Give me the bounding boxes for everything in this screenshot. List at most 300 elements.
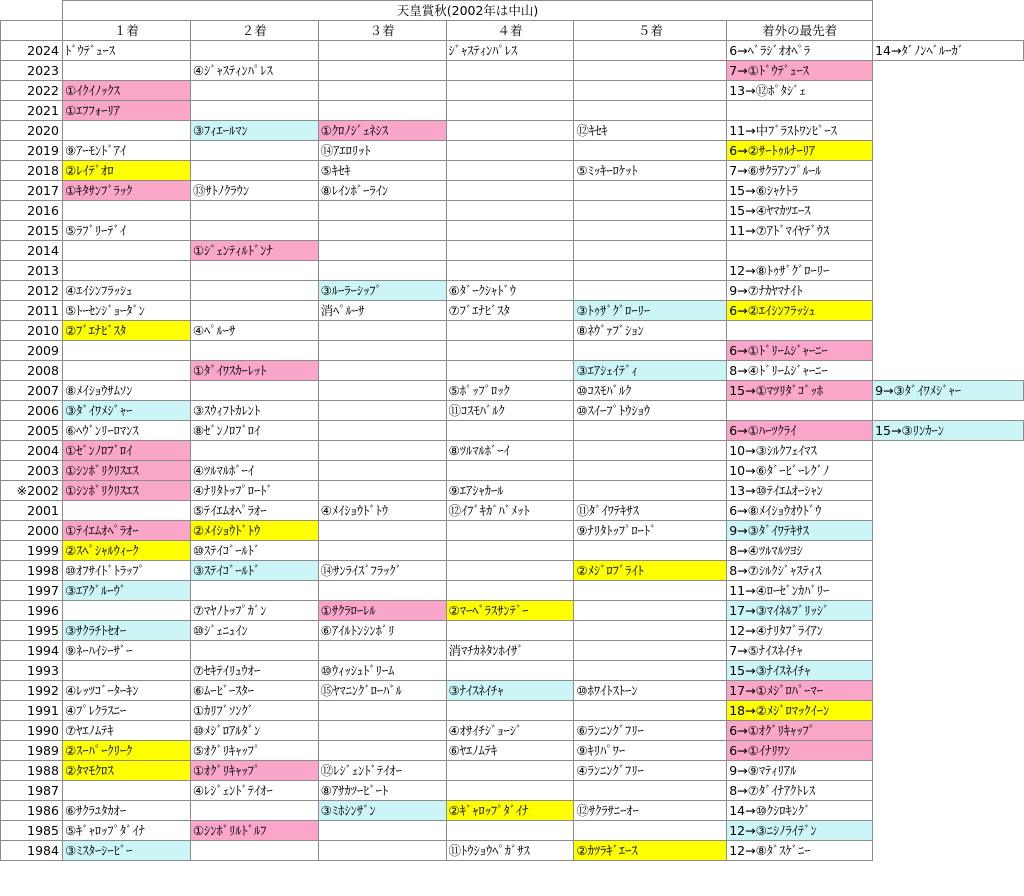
- place-5-cell[interactable]: [574, 101, 727, 121]
- place-2-cell[interactable]: ③ｽｳｨﾌﾄｶﾚﾝﾄ: [190, 401, 318, 421]
- place-3-cell[interactable]: [318, 701, 446, 721]
- year-cell[interactable]: 2011: [1, 301, 63, 321]
- place-3-cell[interactable]: [318, 481, 446, 501]
- place-3-cell[interactable]: [318, 221, 446, 241]
- place-3-cell[interactable]: [318, 581, 446, 601]
- year-cell[interactable]: 1986: [1, 801, 63, 821]
- place-4-cell[interactable]: ②ｷﾞｬﾛｯﾌﾟﾀﾞｲﾅ: [446, 801, 574, 821]
- place-2-cell[interactable]: ①ｼﾝﾎﾞﾘﾙﾄﾞﾙﾌ: [190, 821, 318, 841]
- place-2-cell[interactable]: ⑬ｻﾄﾉｸﾗｳﾝ: [190, 181, 318, 201]
- place-1-cell[interactable]: ④ｴｲｼﾝﾌﾗｯｼｭ: [62, 281, 190, 301]
- place-1-cell[interactable]: ①ｴﾌﾌｫｰﾘｱ: [62, 101, 190, 121]
- place-5-cell[interactable]: ⑩ｺｽﾓﾊﾞﾙｸ: [574, 381, 727, 401]
- place-5-cell[interactable]: [574, 461, 727, 481]
- place-2-cell[interactable]: ③ｽﾃｲｺﾞｰﾙﾄﾞ: [190, 561, 318, 581]
- place-5-cell[interactable]: ②ｶﾂﾗｷﾞｴｰｽ: [574, 841, 727, 861]
- year-cell[interactable]: 2008: [1, 361, 63, 381]
- place-1-cell[interactable]: ⑤ﾄｰｾﾝｼﾞｮｰﾀﾞﾝ: [62, 301, 190, 321]
- year-cell[interactable]: 2005: [1, 421, 63, 441]
- year-cell[interactable]: 1987: [1, 781, 63, 801]
- place-5-cell[interactable]: [574, 481, 727, 501]
- place-1-cell[interactable]: ②ﾀﾏﾓｸﾛｽ: [62, 761, 190, 781]
- year-cell[interactable]: 2024: [1, 41, 63, 61]
- place-5-cell[interactable]: ⑧ﾈｳﾞｧﾌﾞｼｮﾝ: [574, 321, 727, 341]
- year-cell[interactable]: 2001: [1, 501, 63, 521]
- place-5-cell[interactable]: [574, 221, 727, 241]
- place-3-cell[interactable]: ③ﾐﾎｼﾝｻﾞﾝ: [318, 801, 446, 821]
- place-5-cell[interactable]: [574, 621, 727, 641]
- place-3-cell[interactable]: [318, 381, 446, 401]
- place-1-cell[interactable]: ③ｴｱｸﾞﾙｰｳﾞ: [62, 581, 190, 601]
- place-1-cell[interactable]: ⑤ｷﾞｬﾛｯﾌﾟﾀﾞｲﾅ: [62, 821, 190, 841]
- place-3-cell[interactable]: [318, 521, 446, 541]
- place-3-cell[interactable]: ①ｸﾛﾉｼﾞｪﾈｼｽ: [318, 121, 446, 141]
- place-3-cell[interactable]: [318, 421, 446, 441]
- place-2-cell[interactable]: ⑩ｽﾃｲｺﾞｰﾙﾄﾞ: [190, 541, 318, 561]
- best-unplaced-cell[interactable]: 10→⑥ﾀﾞｰﾋﾞｰﾚｸﾞﾉ: [727, 461, 873, 481]
- place-1-cell[interactable]: ⑨ﾈｰﾊｲｼｰｻﾞｰ: [62, 641, 190, 661]
- year-cell[interactable]: 2010: [1, 321, 63, 341]
- place-5-cell[interactable]: [574, 141, 727, 161]
- place-5-cell[interactable]: ⑪ﾀﾞｲﾜﾃｷｻｽ: [574, 501, 727, 521]
- place-4-cell[interactable]: [446, 461, 574, 481]
- place-2-cell[interactable]: [190, 841, 318, 861]
- place-4-cell[interactable]: ⑪ｺｽﾓﾊﾞﾙｸ: [446, 401, 574, 421]
- place-4-cell[interactable]: [446, 561, 574, 581]
- place-3-cell[interactable]: ⑧ｱｻｶﾂｰﾋﾞｰﾄ: [318, 781, 446, 801]
- place-4-cell[interactable]: ⑫ｲﾌﾞｷｶﾞﾊﾞﾒｯﾄ: [446, 501, 574, 521]
- place-3-cell[interactable]: [318, 641, 446, 661]
- place-3-cell[interactable]: [318, 821, 446, 841]
- place-4-cell[interactable]: ⑥ﾔｴﾉﾑﾃｷ: [446, 741, 574, 761]
- place-1-cell[interactable]: ③ﾐｽﾀｰｼｰﾋﾞｰ: [62, 841, 190, 861]
- best-unplaced-cell[interactable]: 14→⑩ｸｼﾛｷﾝｸﾞ: [727, 801, 873, 821]
- place-4-cell[interactable]: [446, 341, 574, 361]
- place-3-cell[interactable]: [318, 241, 446, 261]
- year-cell[interactable]: 2007: [1, 381, 63, 401]
- place-2-cell[interactable]: ④ﾚｼﾞｪﾝﾄﾞﾃｲｵｰ: [190, 781, 318, 801]
- year-cell[interactable]: 1992: [1, 681, 63, 701]
- place-1-cell[interactable]: [62, 361, 190, 381]
- place-2-cell[interactable]: [190, 41, 318, 61]
- year-cell[interactable]: 2006: [1, 401, 63, 421]
- extra-unplaced-cell[interactable]: 9→③ﾀﾞｲﾜﾒｼﾞｬｰ: [873, 381, 1024, 401]
- best-unplaced-cell[interactable]: 6→⑧ﾒｲｼｮｳｵｳﾄﾞｳ: [727, 501, 873, 521]
- best-unplaced-cell[interactable]: 12→⑧ﾄｩｻﾞｸﾞﾛｰﾘｰ: [727, 261, 873, 281]
- place-5-cell[interactable]: [574, 241, 727, 261]
- table-row: [1, 101, 1024, 121]
- best-unplaced-cell[interactable]: 18→②ﾒｼﾞﾛﾏｯｸｲｰﾝ: [727, 701, 873, 721]
- place-3-cell[interactable]: [318, 321, 446, 341]
- year-cell[interactable]: 1985: [1, 821, 63, 841]
- place-1-cell[interactable]: ④ﾌﾟﾚｸﾗｽﾆｰ: [62, 701, 190, 721]
- year-cell[interactable]: 2022: [1, 81, 63, 101]
- place-1-cell[interactable]: ①ｼﾝﾎﾞﾘｸﾘｽｴｽ: [62, 481, 190, 501]
- place-2-cell[interactable]: [190, 161, 318, 181]
- best-unplaced-cell[interactable]: 6→①ｵｸﾞﾘｷｬｯﾌﾟ: [727, 721, 873, 741]
- place-5-cell[interactable]: [574, 81, 727, 101]
- year-cell[interactable]: 2017: [1, 181, 63, 201]
- best-unplaced-cell[interactable]: 7→⑥ｻｸﾗｱﾝﾌﾟﾙｰﾙ: [727, 161, 873, 181]
- place-2-cell[interactable]: ④ﾍﾟﾙｰｻ: [190, 321, 318, 341]
- best-unplaced-cell[interactable]: 12→⑧ﾀﾞｽｹﾞﾆｰ: [727, 841, 873, 861]
- place-4-cell[interactable]: 消ﾏﾁｶﾈﾀﾝﾎｲｻﾞ: [446, 641, 574, 661]
- place-5-cell[interactable]: [574, 541, 727, 561]
- place-4-cell[interactable]: [446, 661, 574, 681]
- best-unplaced-cell[interactable]: 6→②ｴｲｼﾝﾌﾗｯｼｭ: [727, 301, 873, 321]
- year-cell[interactable]: 2000: [1, 521, 63, 541]
- place-3-cell[interactable]: ⑭ｻﾝﾗｲｽﾞﾌﾗｯｸﾞ: [318, 561, 446, 581]
- place-2-cell[interactable]: [190, 641, 318, 661]
- place-2-cell[interactable]: ⑥ﾑｰﾋﾞｰｽﾀｰ: [190, 681, 318, 701]
- best-unplaced-cell[interactable]: 15→③ﾅｲｽﾈｲﾁｬ: [727, 661, 873, 681]
- place-3-cell[interactable]: ⑭ｱｴﾛﾘｯﾄ: [318, 141, 446, 161]
- place-3-cell[interactable]: ⑥ｱｲﾙﾄﾝｼﾝﾎﾞﾘ: [318, 621, 446, 641]
- best-unplaced-cell[interactable]: 15→⑥ｼｬｹﾄﾗ: [727, 181, 873, 201]
- place-3-cell[interactable]: ③ﾙｰﾗｰｼｯﾌﾟ: [318, 281, 446, 301]
- year-cell[interactable]: 1991: [1, 701, 63, 721]
- place-5-cell[interactable]: [574, 421, 727, 441]
- place-2-cell[interactable]: [190, 281, 318, 301]
- year-cell[interactable]: 2020: [1, 121, 63, 141]
- place-5-cell[interactable]: ②ﾒｼﾞﾛﾌﾞﾗｲﾄ: [574, 561, 727, 581]
- best-unplaced-cell[interactable]: 9→⑦ﾅｶﾔﾏﾅｲﾄ: [727, 281, 873, 301]
- place-4-cell[interactable]: ③ﾅｲｽﾈｲﾁｬ: [446, 681, 574, 701]
- place-4-cell[interactable]: [446, 421, 574, 441]
- best-unplaced-cell[interactable]: 12→④ﾅﾘﾀﾌﾞﾗｲｱﾝ: [727, 621, 873, 641]
- best-unplaced-cell[interactable]: 8→⑦ｼﾙｸｼﾞｬｽﾃｨｽ: [727, 561, 873, 581]
- best-unplaced-cell[interactable]: [727, 401, 873, 421]
- place-1-cell[interactable]: [62, 341, 190, 361]
- year-cell[interactable]: 1995: [1, 621, 63, 641]
- place-3-cell[interactable]: [318, 81, 446, 101]
- place-5-cell[interactable]: [574, 661, 727, 681]
- header-best-unplaced[interactable]: 着外の最先着: [727, 21, 873, 41]
- year-cell[interactable]: 1984: [1, 841, 63, 861]
- place-4-cell[interactable]: [446, 541, 574, 561]
- place-3-cell[interactable]: [318, 201, 446, 221]
- place-2-cell[interactable]: [190, 261, 318, 281]
- place-1-cell[interactable]: ﾄﾞｳﾃﾞｭｰｽ: [62, 41, 190, 61]
- best-unplaced-cell[interactable]: [727, 241, 873, 261]
- place-3-cell[interactable]: ⑤ｷｾｷ: [318, 161, 446, 181]
- year-cell[interactable]: 2019: [1, 141, 63, 161]
- place-2-cell[interactable]: [190, 301, 318, 321]
- place-2-cell[interactable]: [190, 141, 318, 161]
- best-unplaced-cell[interactable]: 7→①ﾄﾞｳﾃﾞｭｰｽ: [727, 61, 873, 81]
- extra-unplaced-cell[interactable]: 14→ﾀﾞﾉﾝﾍﾞﾙｰｶﾞ: [873, 41, 1024, 61]
- place-4-cell[interactable]: ⑧ﾂﾙﾏﾙﾎﾞｰｲ: [446, 441, 574, 461]
- year-cell[interactable]: 2012: [1, 281, 63, 301]
- place-4-cell[interactable]: [446, 261, 574, 281]
- best-unplaced-cell[interactable]: 6→ﾍﾞﾗｼﾞｵｵﾍﾟﾗ: [727, 41, 873, 61]
- year-cell[interactable]: 2014: [1, 241, 63, 261]
- year-cell[interactable]: 1997: [1, 581, 63, 601]
- place-2-cell[interactable]: ①ｶﾘﾌﾞｿﾝｸﾞ: [190, 701, 318, 721]
- best-unplaced-cell[interactable]: 15→④ﾔﾏｶﾂｴｰｽ: [727, 201, 873, 221]
- place-5-cell[interactable]: ④ﾗﾝﾆﾝｸﾞﾌﾘｰ: [574, 761, 727, 781]
- best-unplaced-cell[interactable]: 9→⑨ﾏﾃｨﾘｱﾙ: [727, 761, 873, 781]
- place-1-cell[interactable]: [62, 121, 190, 141]
- place-5-cell[interactable]: ⑤ﾐｯｷｰﾛｹｯﾄ: [574, 161, 727, 181]
- best-unplaced-cell[interactable]: 12→③ﾆｼﾉﾗｲﾃﾞﾝ: [727, 821, 873, 841]
- place-4-cell[interactable]: [446, 81, 574, 101]
- place-1-cell[interactable]: [62, 61, 190, 81]
- place-2-cell[interactable]: [190, 801, 318, 821]
- place-4-cell[interactable]: ②ﾏｰﾍﾞﾗｽｻﾝﾃﾞｰ: [446, 601, 574, 621]
- place-3-cell[interactable]: [318, 361, 446, 381]
- place-4-cell[interactable]: ⑦ﾌﾞｴﾅﾋﾞｽﾀ: [446, 301, 574, 321]
- place-1-cell[interactable]: [62, 501, 190, 521]
- place-3-cell[interactable]: ⑮ﾔﾏﾆﾝｸﾞﾛｰﾊﾞﾙ: [318, 681, 446, 701]
- place-4-cell[interactable]: [446, 161, 574, 181]
- best-unplaced-cell[interactable]: 11→⑦ｱﾄﾞﾏｲﾔﾃﾞｳｽ: [727, 221, 873, 241]
- place-5-cell[interactable]: [574, 341, 727, 361]
- place-2-cell[interactable]: [190, 81, 318, 101]
- year-cell[interactable]: 2004: [1, 441, 63, 461]
- header-3rd[interactable]: ３着: [318, 21, 446, 41]
- place-3-cell[interactable]: [318, 541, 446, 561]
- best-unplaced-cell[interactable]: [727, 101, 873, 121]
- place-2-cell[interactable]: [190, 341, 318, 361]
- year-cell[interactable]: 2013: [1, 261, 63, 281]
- place-5-cell[interactable]: [574, 181, 727, 201]
- place-3-cell[interactable]: [318, 841, 446, 861]
- place-2-cell[interactable]: [190, 221, 318, 241]
- place-4-cell[interactable]: ④ｵｻｲﾁｼﾞｮｰｼﾞ: [446, 721, 574, 741]
- place-5-cell[interactable]: [574, 261, 727, 281]
- place-4-cell[interactable]: [446, 781, 574, 801]
- place-5-cell[interactable]: ⑥ﾗﾝﾆﾝｸﾞﾌﾘｰ: [574, 721, 727, 741]
- place-2-cell[interactable]: ⑤ｵｸﾞﾘｷｬｯﾌﾟ: [190, 741, 318, 761]
- year-cell[interactable]: 2003: [1, 461, 63, 481]
- place-2-cell[interactable]: ①ﾀﾞｲﾜｽｶｰﾚｯﾄ: [190, 361, 318, 381]
- place-1-cell[interactable]: ②ｽﾍﾟｼｬﾙｳｨｰｸ: [62, 541, 190, 561]
- place-1-cell[interactable]: ③ﾀﾞｲﾜﾒｼﾞｬｰ: [62, 401, 190, 421]
- place-4-cell[interactable]: [446, 521, 574, 541]
- place-3-cell[interactable]: [318, 261, 446, 281]
- place-2-cell[interactable]: ④ﾅﾘﾀﾄｯﾌﾟﾛｰﾄﾞ: [190, 481, 318, 501]
- place-3-cell[interactable]: 消ﾍﾟﾙｰｻ: [318, 301, 446, 321]
- best-unplaced-cell[interactable]: 11→中ﾌﾞﾗｽﾄﾜﾝﾋﾟｰｽ: [727, 121, 873, 141]
- header-year[interactable]: [1, 21, 63, 41]
- place-4-cell[interactable]: ⑪ﾄｳｼｮｳﾍﾟｶﾞｻｽ: [446, 841, 574, 861]
- place-4-cell[interactable]: ⑨ｴｱｼｬｶｰﾙ: [446, 481, 574, 501]
- place-3-cell[interactable]: ④ﾒｲｼｮｳﾄﾞﾄｳ: [318, 501, 446, 521]
- place-4-cell[interactable]: [446, 181, 574, 201]
- year-cell[interactable]: 1994: [1, 641, 63, 661]
- place-1-cell[interactable]: [62, 601, 190, 621]
- place-4-cell[interactable]: ｼﾞｬｽﾃｨﾝﾊﾟﾚｽ: [446, 41, 574, 61]
- place-1-cell[interactable]: ⑧ﾒｲｼｮｳｻﾑｿﾝ: [62, 381, 190, 401]
- year-cell[interactable]: 2018: [1, 161, 63, 181]
- place-1-cell[interactable]: ②ﾚｲﾃﾞｵﾛ: [62, 161, 190, 181]
- header-4th[interactable]: ４着: [446, 21, 574, 41]
- place-3-cell[interactable]: [318, 721, 446, 741]
- place-1-cell[interactable]: ①ｷﾀｻﾝﾌﾞﾗｯｸ: [62, 181, 190, 201]
- sheet-title[interactable]: 天皇賞秋(2002年は中山): [62, 1, 872, 21]
- best-unplaced-cell[interactable]: 6→①ｲﾅﾘﾜﾝ: [727, 741, 873, 761]
- place-3-cell[interactable]: ⑧ﾚｲﾝﾎﾞｰﾗｲﾝ: [318, 181, 446, 201]
- year-cell[interactable]: 1998: [1, 561, 63, 581]
- best-unplaced-cell[interactable]: 9→③ﾀﾞｲﾜﾃｷｻｽ: [727, 521, 873, 541]
- place-2-cell[interactable]: ⑦ｾｷﾃｲﾘｭｳｵｰ: [190, 661, 318, 681]
- year-cell[interactable]: 2021: [1, 101, 63, 121]
- place-5-cell[interactable]: ⑨ｷﾘﾊﾟﾜｰ: [574, 741, 727, 761]
- best-unplaced-cell[interactable]: 6→②ｻｰﾄｩﾙﾅｰﾘｱ: [727, 141, 873, 161]
- place-1-cell[interactable]: ①ｼﾝﾎﾞﾘｸﾘｽｴｽ: [62, 461, 190, 481]
- best-unplaced-cell[interactable]: 7→⑤ﾅｲｽﾈｲﾁｬ: [727, 641, 873, 661]
- place-5-cell[interactable]: [574, 781, 727, 801]
- place-2-cell[interactable]: [190, 441, 318, 461]
- place-5-cell[interactable]: ⑨ﾅﾘﾀﾄｯﾌﾟﾛｰﾄﾞ: [574, 521, 727, 541]
- place-5-cell[interactable]: [574, 821, 727, 841]
- place-3-cell[interactable]: [318, 341, 446, 361]
- best-unplaced-cell[interactable]: 8→④ﾂﾙﾏﾙﾂﾖｼ: [727, 541, 873, 561]
- place-1-cell[interactable]: ③ｻｸﾗﾁﾄｾｵｰ: [62, 621, 190, 641]
- place-1-cell[interactable]: ①ﾃｲｴﾑｵﾍﾟﾗｵｰ: [62, 521, 190, 541]
- place-4-cell[interactable]: [446, 581, 574, 601]
- place-5-cell[interactable]: [574, 701, 727, 721]
- place-2-cell[interactable]: ④ﾂﾙﾏﾙﾎﾞｰｲ: [190, 461, 318, 481]
- place-5-cell[interactable]: [574, 601, 727, 621]
- place-5-cell[interactable]: [574, 641, 727, 661]
- year-cell[interactable]: 1996: [1, 601, 63, 621]
- place-1-cell[interactable]: ①ｾﾞﾝﾉﾛﾌﾞﾛｲ: [62, 441, 190, 461]
- place-3-cell[interactable]: [318, 101, 446, 121]
- place-1-cell[interactable]: ④ﾚｯﾂｺﾞｰﾀｰｷﾝ: [62, 681, 190, 701]
- place-3-cell[interactable]: [318, 401, 446, 421]
- place-4-cell[interactable]: [446, 701, 574, 721]
- place-3-cell[interactable]: ⑫ﾚｼﾞｪﾝﾄﾞﾃｲｵｰ: [318, 761, 446, 781]
- year-cell[interactable]: 1993: [1, 661, 63, 681]
- place-5-cell[interactable]: ⑫ｻｸﾗｻﾆｰｵｰ: [574, 801, 727, 821]
- best-unplaced-cell[interactable]: 13→⑫ﾎﾟﾀｼﾞｪ: [727, 81, 873, 101]
- place-2-cell[interactable]: [190, 201, 318, 221]
- year-cell[interactable]: 2009: [1, 341, 63, 361]
- year-cell[interactable]: 1999: [1, 541, 63, 561]
- place-4-cell[interactable]: [446, 821, 574, 841]
- place-2-cell[interactable]: ④ｼﾞｬｽﾃｨﾝﾊﾟﾚｽ: [190, 61, 318, 81]
- place-3-cell[interactable]: [318, 441, 446, 461]
- place-1-cell[interactable]: ⑥ﾍｳﾞﾝﾘｰﾛﾏﾝｽ: [62, 421, 190, 441]
- best-unplaced-cell[interactable]: 6→①ﾊｰﾂｸﾗｲ: [727, 421, 873, 441]
- place-2-cell[interactable]: ⑧ｾﾞﾝﾉﾛﾌﾞﾛｲ: [190, 421, 318, 441]
- place-5-cell[interactable]: ⑩ｽｲｰﾌﾟﾄｳｼｮｳ: [574, 401, 727, 421]
- place-3-cell[interactable]: [318, 741, 446, 761]
- place-5-cell[interactable]: ⑫ｷｾｷ: [574, 121, 727, 141]
- place-1-cell[interactable]: ⑤ﾗﾌﾞﾘｰﾃﾞｲ: [62, 221, 190, 241]
- place-2-cell[interactable]: ①ｼﾞｪﾝﾃｨﾙﾄﾞﾝﾅ: [190, 241, 318, 261]
- place-5-cell[interactable]: [574, 281, 727, 301]
- place-4-cell[interactable]: [446, 121, 574, 141]
- place-2-cell[interactable]: ①ｵｸﾞﾘｷｬｯﾌﾟ: [190, 761, 318, 781]
- place-4-cell[interactable]: ⑤ﾎﾟｯﾌﾟﾛｯｸ: [446, 381, 574, 401]
- place-4-cell[interactable]: ⑥ﾀﾞｰｸｼｬﾄﾞｳ: [446, 281, 574, 301]
- best-unplaced-cell[interactable]: 13→⑩ﾃｲｴﾑｵｰｼｬﾝ: [727, 481, 873, 501]
- place-4-cell[interactable]: [446, 101, 574, 121]
- year-cell[interactable]: 2015: [1, 221, 63, 241]
- place-2-cell[interactable]: ②ﾒｲｼｮｳﾄﾞﾄｳ: [190, 521, 318, 541]
- header-5th[interactable]: ５着: [574, 21, 727, 41]
- best-unplaced-cell[interactable]: 11→④ﾛｰｾﾞﾝｶﾊﾞﾘｰ: [727, 581, 873, 601]
- place-1-cell[interactable]: [62, 781, 190, 801]
- place-2-cell[interactable]: ⑩ﾒｼﾞﾛｱﾙﾀﾞﾝ: [190, 721, 318, 741]
- place-1-cell[interactable]: ⑩ｵﾌｻｲﾄﾞﾄﾗｯﾌﾟ: [62, 561, 190, 581]
- place-5-cell[interactable]: ③ﾄｩｻﾞｸﾞﾛｰﾘｰ: [574, 301, 727, 321]
- place-2-cell[interactable]: ⑦ﾏﾔﾉﾄｯﾌﾟｶﾞﾝ: [190, 601, 318, 621]
- place-1-cell[interactable]: [62, 241, 190, 261]
- place-3-cell[interactable]: [318, 461, 446, 481]
- place-4-cell[interactable]: [446, 221, 574, 241]
- year-cell[interactable]: 2023: [1, 61, 63, 81]
- place-2-cell[interactable]: ⑩ｼﾞｪﾆｭｲﾝ: [190, 621, 318, 641]
- year-cell[interactable]: ※2002: [1, 481, 63, 501]
- place-2-cell[interactable]: [190, 381, 318, 401]
- header-1st[interactable]: １着: [62, 21, 190, 41]
- place-4-cell[interactable]: [446, 241, 574, 261]
- extra-unplaced-cell[interactable]: 15→③ﾘﾝｶｰﾝ: [873, 421, 1024, 441]
- place-5-cell[interactable]: [574, 41, 727, 61]
- extra-unplaced-cell: [873, 141, 1024, 161]
- place-5-cell[interactable]: ③ｴｱｼｪｲﾃﾞｨ: [574, 361, 727, 381]
- best-unplaced-cell[interactable]: 10→③ｼﾙｸﾌｪｲﾏｽ: [727, 441, 873, 461]
- year-cell[interactable]: 1988: [1, 761, 63, 781]
- place-3-cell[interactable]: ⑩ｳｨｯｼｭﾄﾞﾘｰﾑ: [318, 661, 446, 681]
- place-4-cell[interactable]: [446, 141, 574, 161]
- place-1-cell[interactable]: ⑨ｱｰﾓﾝﾄﾞｱｲ: [62, 141, 190, 161]
- place-4-cell[interactable]: [446, 361, 574, 381]
- best-unplaced-cell[interactable]: 8→④ﾄﾞﾘｰﾑｼﾞｬｰﾆｰ: [727, 361, 873, 381]
- place-5-cell[interactable]: [574, 441, 727, 461]
- best-unplaced-cell[interactable]: 17→①ﾒｼﾞﾛﾊﾟｰﾏｰ: [727, 681, 873, 701]
- place-1-cell[interactable]: ①ｲｸｲﾉｯｸｽ: [62, 81, 190, 101]
- place-4-cell[interactable]: [446, 61, 574, 81]
- place-1-cell[interactable]: ②ｽｰﾊﾟｰｸﾘｰｸ: [62, 741, 190, 761]
- header-2nd[interactable]: ２着: [190, 21, 318, 41]
- place-4-cell[interactable]: [446, 321, 574, 341]
- best-unplaced-cell[interactable]: [727, 321, 873, 341]
- best-unplaced-cell[interactable]: 6→①ﾄﾞﾘｰﾑｼﾞｬｰﾆｰ: [727, 341, 873, 361]
- place-5-cell[interactable]: ⑩ﾎﾜｲﾄｽﾄｰﾝ: [574, 681, 727, 701]
- place-4-cell[interactable]: [446, 201, 574, 221]
- place-3-cell[interactable]: [318, 61, 446, 81]
- place-5-cell[interactable]: [574, 201, 727, 221]
- place-2-cell[interactable]: ③ﾌｨｴｰﾙﾏﾝ: [190, 121, 318, 141]
- place-3-cell[interactable]: [318, 41, 446, 61]
- place-1-cell[interactable]: ②ﾌﾞｴﾅﾋﾞｽﾀ: [62, 321, 190, 341]
- place-5-cell[interactable]: [574, 61, 727, 81]
- place-1-cell[interactable]: ⑦ﾔｴﾉﾑﾃｷ: [62, 721, 190, 741]
- place-3-cell[interactable]: ①ｻｸﾗﾛｰﾚﾙ: [318, 601, 446, 621]
- best-unplaced-cell[interactable]: 17→③ﾏｲﾈﾙﾌﾞﾘｯｼﾞ: [727, 601, 873, 621]
- place-2-cell[interactable]: [190, 101, 318, 121]
- place-4-cell[interactable]: [446, 761, 574, 781]
- place-1-cell[interactable]: [62, 261, 190, 281]
- place-2-cell[interactable]: [190, 581, 318, 601]
- place-1-cell[interactable]: [62, 661, 190, 681]
- place-1-cell[interactable]: [62, 201, 190, 221]
- year-cell[interactable]: 1989: [1, 741, 63, 761]
- place-1-cell[interactable]: ⑥ｻｸﾗﾕﾀｶｵｰ: [62, 801, 190, 821]
- best-unplaced-cell[interactable]: 15→①ﾏﾂﾘﾀﾞｺﾞｯﾎ: [727, 381, 873, 401]
- place-5-cell[interactable]: [574, 581, 727, 601]
- year-cell[interactable]: 1990: [1, 721, 63, 741]
- best-unplaced-cell[interactable]: 8→⑦ﾀﾞｲﾅｱｸﾄﾚｽ: [727, 781, 873, 801]
- place-2-cell[interactable]: ⑤ﾃｲｴﾑｵﾍﾟﾗｵｰ: [190, 501, 318, 521]
- place-4-cell[interactable]: [446, 621, 574, 641]
- year-cell[interactable]: 2016: [1, 201, 63, 221]
